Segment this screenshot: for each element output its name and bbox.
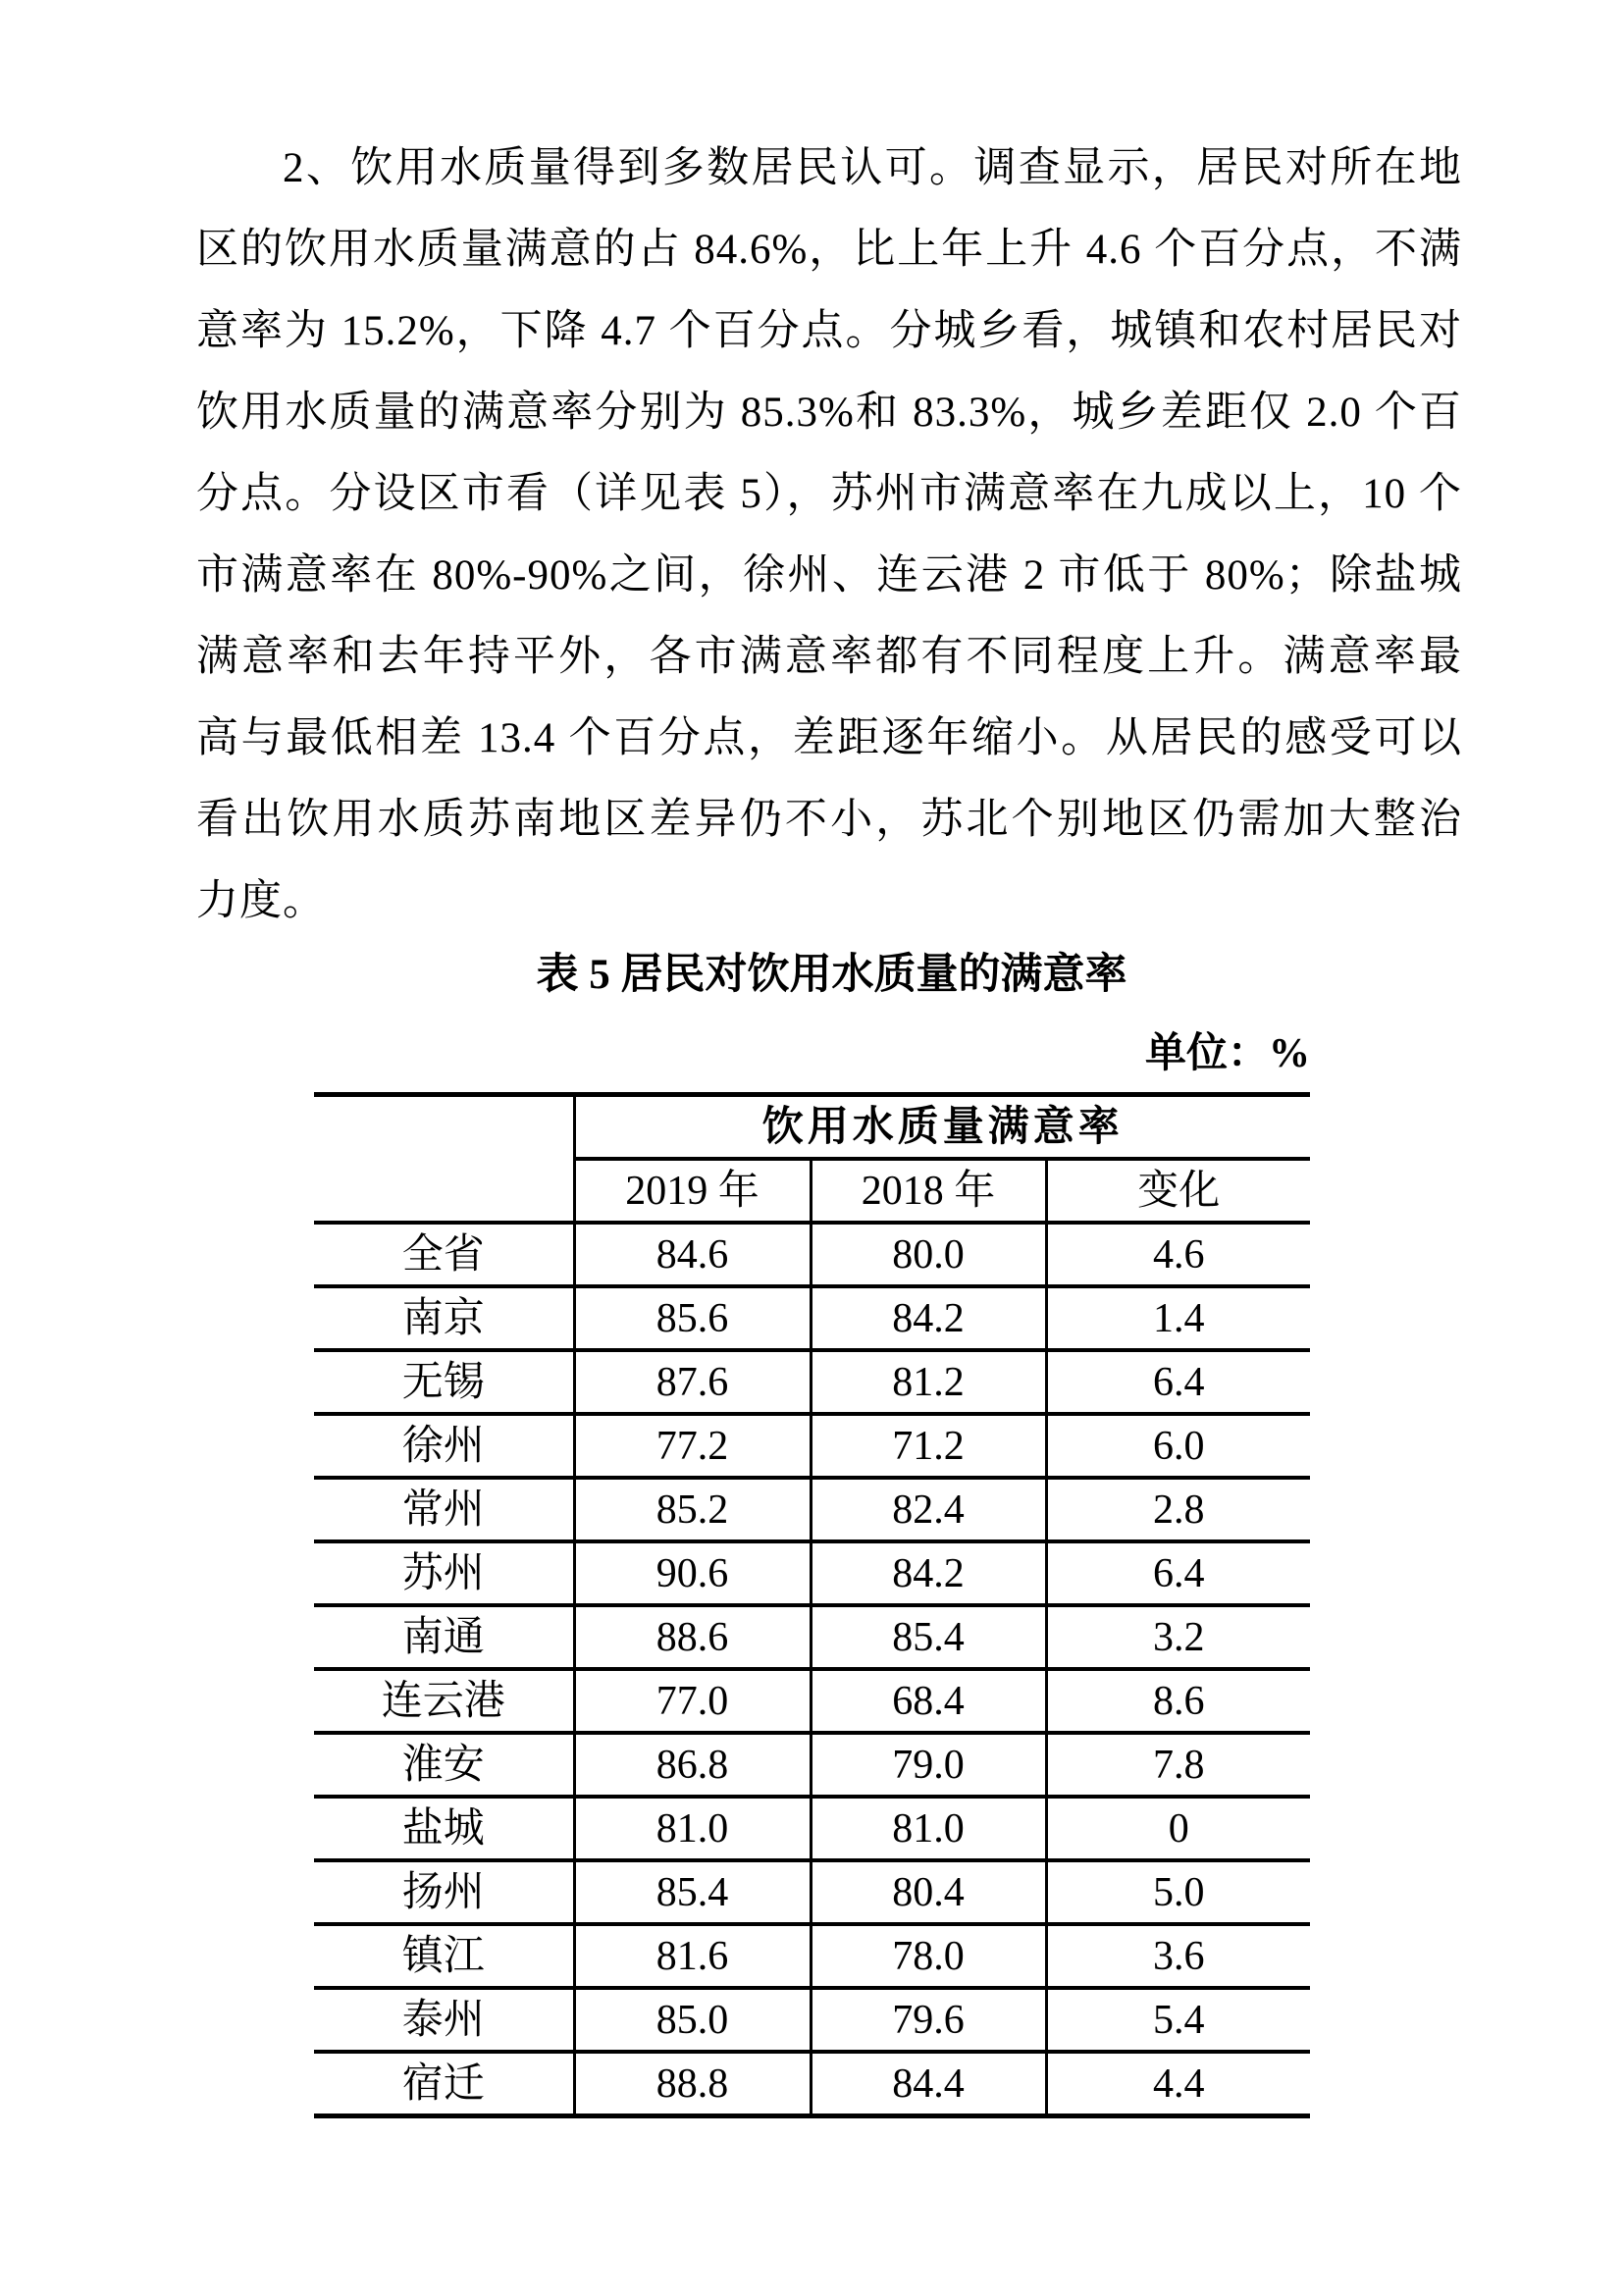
value-2019-cell: 87.6 [574, 1350, 811, 1414]
region-cell: 徐州 [314, 1414, 574, 1478]
change-cell: 6.0 [1046, 1414, 1310, 1478]
value-2018-cell: 85.4 [811, 1605, 1046, 1669]
table-header-group-row [314, 1095, 1310, 1160]
change-cell: 4.4 [1046, 2052, 1310, 2116]
column-header-change: 变化 [1046, 1159, 1310, 1223]
value-2019-cell: 81.6 [574, 1924, 811, 1988]
change-cell: 6.4 [1046, 1350, 1310, 1414]
value-2018-cell: 84.2 [811, 1286, 1046, 1350]
change-cell: 3.6 [1046, 1924, 1310, 1988]
table-corner-cell [314, 1095, 574, 1224]
value-2019-cell: 85.6 [574, 1286, 811, 1350]
region-cell: 盐城 [314, 1797, 574, 1860]
table-row [314, 1860, 1310, 1924]
group-header-cell: 饮用水质量满意率 [574, 1095, 1310, 1160]
value-2019-cell: 88.6 [574, 1605, 811, 1669]
table-row [314, 1988, 1310, 2052]
value-2018-cell: 81.0 [811, 1797, 1046, 1860]
satisfaction-table [314, 1092, 1310, 2118]
paragraph-line: 满意率和去年持平外，各市满意率都有不同程度上升。满意率最 [196, 634, 1462, 680]
body-paragraph [196, 128, 1462, 942]
table-row [314, 1286, 1310, 1350]
table-row [314, 1733, 1310, 1797]
value-2019-cell: 77.0 [574, 1669, 811, 1733]
change-cell: 1.4 [1046, 1286, 1310, 1350]
value-2019-cell: 90.6 [574, 1541, 811, 1605]
value-2018-cell: 81.2 [811, 1350, 1046, 1414]
paragraph-line: 力度。 [196, 878, 326, 924]
change-cell: 4.6 [1046, 1223, 1310, 1286]
change-cell: 5.4 [1046, 1988, 1310, 2052]
value-2019-cell: 85.4 [574, 1860, 811, 1924]
value-2018-cell: 68.4 [811, 1669, 1046, 1733]
region-cell: 泰州 [314, 1988, 574, 2052]
table-row [314, 1797, 1310, 1860]
value-2019-cell: 77.2 [574, 1414, 811, 1478]
value-2018-cell: 80.0 [811, 1223, 1046, 1286]
paragraph-line: 看出饮用水质苏南地区差异仍不小，苏北个别地区仍需加大整治 [196, 797, 1462, 843]
table-row [314, 1350, 1310, 1414]
region-cell: 镇江 [314, 1924, 574, 1988]
table-row [314, 1478, 1310, 1541]
paragraph-line: 高与最低相差 13.4 个百分点，差距逐年缩小。从居民的感受可以 [196, 715, 1462, 761]
value-2019-cell: 88.8 [574, 2052, 811, 2116]
table-row [314, 1924, 1310, 1988]
region-cell: 宿迁 [314, 2052, 574, 2116]
region-cell: 连云港 [314, 1669, 574, 1733]
paragraph-line: 分点。分设区市看（详见表 5），苏州市满意率在九成以上，10 个 [196, 471, 1462, 517]
region-cell: 常州 [314, 1478, 574, 1541]
table-row [314, 1541, 1310, 1605]
table-row [314, 1414, 1310, 1478]
change-cell: 5.0 [1046, 1860, 1310, 1924]
region-cell: 淮安 [314, 1733, 574, 1797]
value-2019-cell: 84.6 [574, 1223, 811, 1286]
value-2018-cell: 79.0 [811, 1733, 1046, 1797]
table-row [314, 2052, 1310, 2116]
table-title: 表 5 居民对饮用水质量的满意率 [536, 952, 1127, 998]
value-2019-cell: 85.2 [574, 1478, 811, 1541]
column-header-2018: 2018 年 [811, 1159, 1046, 1223]
value-2018-cell: 82.4 [811, 1478, 1046, 1541]
change-cell: 0 [1046, 1797, 1310, 1860]
region-cell: 扬州 [314, 1860, 574, 1924]
region-cell: 全省 [314, 1223, 574, 1286]
table-row [314, 1669, 1310, 1733]
change-cell: 7.8 [1046, 1733, 1310, 1797]
table-row [314, 1223, 1310, 1286]
paragraph-line: 2、饮用水质量得到多数居民认可。调查显示，居民对所在地 [283, 145, 1462, 191]
value-2018-cell: 79.6 [811, 1988, 1046, 2052]
region-cell: 无锡 [314, 1350, 574, 1414]
paragraph-line: 区的饮用水质量满意的占 84.6%，比上年上升 4.6 个百分点，不满 [196, 227, 1462, 273]
value-2019-cell: 85.0 [574, 1988, 811, 2052]
value-2019-cell: 81.0 [574, 1797, 811, 1860]
region-cell: 苏州 [314, 1541, 574, 1605]
change-cell: 6.4 [1046, 1541, 1310, 1605]
value-2018-cell: 80.4 [811, 1860, 1046, 1924]
paragraph-line: 市满意率在 80%-90%之间，徐州、连云港 2 市低于 80%；除盐城 [196, 552, 1462, 599]
change-cell: 2.8 [1046, 1478, 1310, 1541]
column-header-2019: 2019 年 [574, 1159, 811, 1223]
table-row [314, 1605, 1310, 1669]
value-2018-cell: 78.0 [811, 1924, 1046, 1988]
change-cell: 3.2 [1046, 1605, 1310, 1669]
change-cell: 8.6 [1046, 1669, 1310, 1733]
value-2018-cell: 71.2 [811, 1414, 1046, 1478]
unit-label: 单位：% [1144, 1031, 1310, 1076]
value-2019-cell: 86.8 [574, 1733, 811, 1797]
value-2018-cell: 84.2 [811, 1541, 1046, 1605]
paragraph-line: 意率为 15.2%，下降 4.7 个百分点。分城乡看，城镇和农村居民对 [196, 308, 1462, 354]
region-cell: 南京 [314, 1286, 574, 1350]
region-cell: 南通 [314, 1605, 574, 1669]
value-2018-cell: 84.4 [811, 2052, 1046, 2116]
paragraph-line: 饮用水质量的满意率分别为 85.3%和 83.3%，城乡差距仅 2.0 个百 [196, 390, 1462, 436]
